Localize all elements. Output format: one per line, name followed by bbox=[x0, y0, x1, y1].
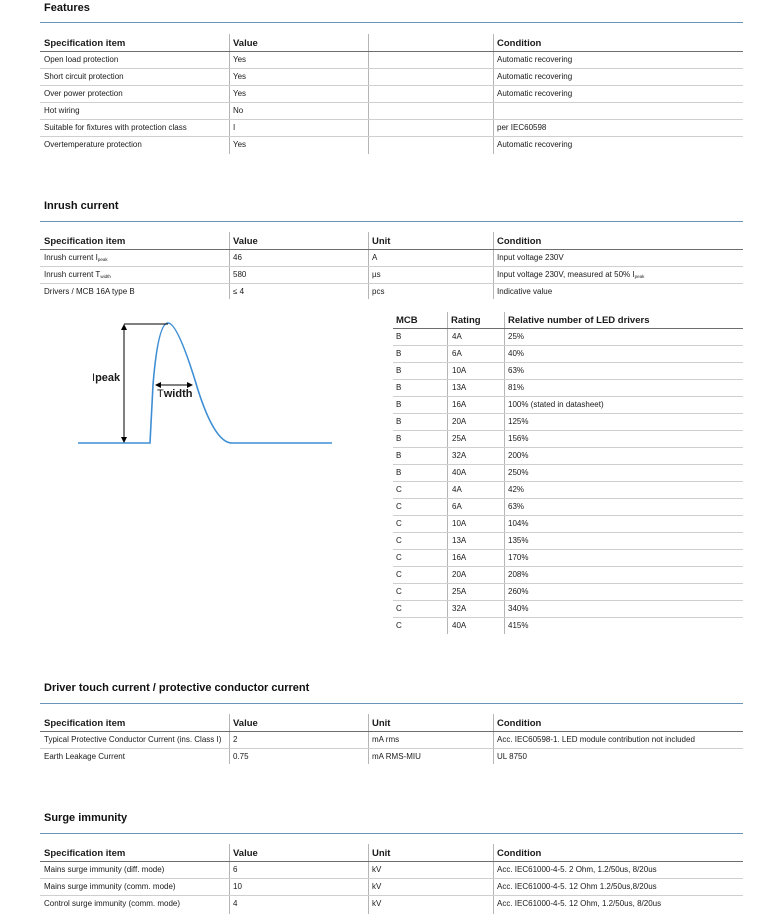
col-divider bbox=[493, 844, 494, 914]
col-divider bbox=[229, 714, 230, 764]
row-separator bbox=[393, 396, 743, 397]
mcb-row-relative: 156% bbox=[508, 434, 529, 443]
inrush-title: Inrush current bbox=[44, 200, 119, 212]
inrush-row-unit: pcs bbox=[372, 287, 385, 296]
inrush-section-rule bbox=[40, 221, 743, 222]
row-separator bbox=[393, 345, 743, 346]
row-separator bbox=[393, 430, 743, 431]
features-row-item: Hot wiring bbox=[44, 106, 80, 115]
touch-row-unit: mA RMS-MIU bbox=[372, 752, 421, 761]
mcb-row-type: C bbox=[396, 570, 402, 579]
surge-row-item: Mains surge immunity (diff. mode) bbox=[44, 865, 165, 874]
row-separator bbox=[393, 532, 743, 533]
mcb-row-relative: 25% bbox=[508, 332, 525, 341]
touch-header-unit: Unit bbox=[372, 718, 391, 729]
mcb-row-type: C bbox=[396, 536, 402, 545]
features-header-item: Specification item bbox=[44, 38, 126, 49]
mcb-row-type: B bbox=[396, 400, 402, 409]
mcb-row-rating: 40A bbox=[452, 468, 467, 477]
inrush-row-item: Inrush current $I_{peak}$ bbox=[44, 253, 108, 262]
features-row-condition: Automatic recovering bbox=[497, 72, 573, 81]
features-row-value: Yes bbox=[233, 89, 247, 98]
mcb-row-rating: 13A bbox=[452, 536, 467, 545]
mcb-row-type: C bbox=[396, 485, 402, 494]
inrush-row-item: Inrush current $T_{width}$ bbox=[44, 270, 111, 279]
mcb-row-rating: 32A bbox=[452, 451, 467, 460]
mcb-row-relative: 63% bbox=[508, 366, 525, 375]
features-row-item: Short circuit protection bbox=[44, 72, 124, 81]
features-row-value: No bbox=[233, 106, 244, 115]
row-separator bbox=[40, 85, 743, 86]
row-separator bbox=[393, 362, 743, 363]
features-header-rule bbox=[40, 51, 743, 52]
mcb-row-relative: 208% bbox=[508, 570, 529, 579]
row-separator bbox=[393, 583, 743, 584]
surge-row-value: 10 bbox=[233, 882, 242, 891]
features-section-rule bbox=[40, 22, 743, 23]
mcb-row-type: B bbox=[396, 366, 402, 375]
mcb-row-relative: 100% (stated in datasheet) bbox=[508, 400, 604, 409]
features-header-condition: Condition bbox=[497, 38, 542, 49]
mcb-row-rating: 10A bbox=[452, 366, 467, 375]
inrush-header-rule bbox=[40, 249, 743, 250]
features-row-condition: per IEC60598 bbox=[497, 123, 547, 132]
inrush-row-condition: Input voltage 230V bbox=[497, 253, 564, 262]
touch-row-unit: mA rms bbox=[372, 735, 400, 744]
mcb-row-type: B bbox=[396, 451, 402, 460]
touch-header-condition: Condition bbox=[497, 718, 542, 729]
col-divider bbox=[493, 714, 494, 764]
features-row-item: Suitable for fixtures with protection class bbox=[44, 123, 187, 132]
surge-header-value: Value bbox=[233, 848, 258, 859]
features-row-condition: Automatic recovering bbox=[497, 89, 573, 98]
surge-title: Surge immunity bbox=[44, 812, 128, 824]
mcb-row-rating: 32A bbox=[452, 604, 467, 613]
surge-section-rule bbox=[40, 833, 743, 834]
surge-row-unit: kV bbox=[372, 865, 382, 874]
mcb-row-rating: 16A bbox=[452, 553, 467, 562]
row-separator bbox=[393, 379, 743, 380]
touch-section-rule bbox=[40, 703, 743, 704]
mcb-row-rating: 16A bbox=[452, 400, 467, 409]
mcb-header-rule bbox=[393, 328, 743, 329]
mcb-row-relative: 42% bbox=[508, 485, 525, 494]
mcb-row-relative: 170% bbox=[508, 553, 529, 562]
features-row-value: Yes bbox=[233, 72, 247, 81]
surge-row-item: Mains surge immunity (comm. mode) bbox=[44, 882, 176, 891]
features-header-value: Value bbox=[233, 38, 258, 49]
row-separator bbox=[40, 266, 743, 267]
features-row-item: Over power protection bbox=[44, 89, 123, 98]
surge-header-item: Specification item bbox=[44, 848, 126, 859]
inrush-waveform-diagram bbox=[70, 315, 360, 455]
mcb-row-type: B bbox=[396, 468, 402, 477]
row-separator bbox=[393, 413, 743, 414]
surge-header-condition: Condition bbox=[497, 848, 542, 859]
features-row-value: Yes bbox=[233, 140, 247, 149]
row-separator bbox=[40, 136, 743, 137]
row-separator bbox=[393, 447, 743, 448]
surge-row-item: Control surge immunity (comm. mode) bbox=[44, 899, 181, 908]
twidth-label: Twidth bbox=[157, 388, 193, 400]
row-separator bbox=[40, 68, 743, 69]
mcb-row-relative: 135% bbox=[508, 536, 529, 545]
row-separator bbox=[40, 283, 743, 284]
row-separator bbox=[393, 600, 743, 601]
inrush-row-item: Drivers / MCB 16A type B bbox=[44, 287, 135, 296]
row-separator bbox=[393, 515, 743, 516]
surge-row-condition: Acc. IEC61000-4-5. 12 Ohm 1.2/50us,8/20us bbox=[497, 882, 657, 891]
touch-header-item: Specification item bbox=[44, 718, 126, 729]
inrush-header-unit: Unit bbox=[372, 236, 391, 247]
mcb-row-type: C bbox=[396, 502, 402, 511]
mcb-header-mcb: MCB bbox=[396, 315, 418, 326]
features-row-item: Overtemperature protection bbox=[44, 140, 142, 149]
row-separator bbox=[40, 102, 743, 103]
col-divider bbox=[229, 844, 230, 914]
surge-row-condition: Acc. IEC61000-4-5. 2 Ohm, 1.2/50us, 8/20us bbox=[497, 865, 657, 874]
mcb-header-relative: Relative number of LED drivers bbox=[508, 315, 650, 326]
inrush-header-condition: Condition bbox=[497, 236, 542, 247]
mcb-row-type: B bbox=[396, 332, 402, 341]
mcb-row-rating: 20A bbox=[452, 570, 467, 579]
features-title: Features bbox=[44, 2, 90, 14]
ipeak-arrow-down bbox=[121, 437, 127, 443]
inrush-row-condition: Input voltage 230V, measured at 50% $I_{peak}$ bbox=[497, 270, 645, 279]
mcb-row-relative: 104% bbox=[508, 519, 529, 528]
features-row-condition: Automatic recovering bbox=[497, 55, 573, 64]
touch-row-item: Earth Leakage Current bbox=[44, 752, 125, 761]
mcb-row-relative: 63% bbox=[508, 502, 525, 511]
mcb-row-rating: 4A bbox=[452, 332, 462, 341]
features-row-value: Yes bbox=[233, 55, 247, 64]
col-divider bbox=[504, 312, 505, 634]
mcb-row-relative: 260% bbox=[508, 587, 529, 596]
mcb-row-rating: 6A bbox=[452, 349, 462, 358]
surge-header-rule bbox=[40, 861, 743, 862]
mcb-row-rating: 10A bbox=[452, 519, 467, 528]
mcb-row-type: C bbox=[396, 587, 402, 596]
mcb-row-type: C bbox=[396, 604, 402, 613]
inrush-header-item: Specification item bbox=[44, 236, 126, 247]
inrush-row-value: 46 bbox=[233, 253, 242, 262]
row-separator bbox=[393, 464, 743, 465]
touch-row-item: Typical Protective Conductor Current (ins. Class I) bbox=[44, 735, 222, 744]
inrush-row-condition: Indicative value bbox=[497, 287, 553, 296]
row-separator bbox=[40, 895, 743, 896]
mcb-row-rating: 20A bbox=[452, 417, 467, 426]
mcb-row-type: B bbox=[396, 434, 402, 443]
row-separator bbox=[393, 617, 743, 618]
inrush-row-value: 580 bbox=[233, 270, 247, 279]
touch-row-condition: UL 8750 bbox=[497, 752, 527, 761]
row-separator bbox=[393, 549, 743, 550]
features-row-value: I bbox=[233, 123, 236, 132]
row-separator bbox=[40, 878, 743, 879]
row-separator bbox=[393, 566, 743, 567]
surge-row-value: 6 bbox=[233, 865, 238, 874]
surge-row-value: 4 bbox=[233, 899, 238, 908]
mcb-row-type: B bbox=[396, 417, 402, 426]
mcb-row-relative: 125% bbox=[508, 417, 529, 426]
features-row-item: Open load protection bbox=[44, 55, 119, 64]
mcb-row-rating: 13A bbox=[452, 383, 467, 392]
surge-row-condition: Acc. IEC61000-4-5. 12 Ohm, 1.2/50us, 8/20us bbox=[497, 899, 662, 908]
row-separator bbox=[393, 498, 743, 499]
touch-row-value: 0.75 bbox=[233, 752, 249, 761]
surge-row-unit: kV bbox=[372, 899, 382, 908]
inrush-row-unit: µs bbox=[372, 270, 381, 279]
mcb-row-relative: 250% bbox=[508, 468, 529, 477]
mcb-row-rating: 4A bbox=[452, 485, 462, 494]
mcb-row-relative: 40% bbox=[508, 349, 525, 358]
mcb-row-type: C bbox=[396, 621, 402, 630]
touch-row-value: 2 bbox=[233, 735, 238, 744]
inrush-row-unit: A bbox=[372, 253, 378, 262]
touch-row-condition: Acc. IEC60598-1. LED module contribution not included bbox=[497, 735, 695, 744]
touch-header-value: Value bbox=[233, 718, 258, 729]
features-row-condition: Automatic recovering bbox=[497, 140, 573, 149]
touch-header-rule bbox=[40, 731, 743, 732]
mcb-row-relative: 200% bbox=[508, 451, 529, 460]
mcb-header-rating: Rating bbox=[451, 315, 481, 326]
mcb-row-relative: 81% bbox=[508, 383, 525, 392]
inrush-row-value: ≤ 4 bbox=[233, 287, 245, 296]
mcb-row-rating: 6A bbox=[452, 502, 462, 511]
col-divider bbox=[447, 312, 448, 634]
ipeak-label: Ipeak bbox=[92, 372, 121, 384]
inrush-header-value: Value bbox=[233, 236, 258, 247]
mcb-row-relative: 340% bbox=[508, 604, 529, 613]
mcb-row-rating: 40A bbox=[452, 621, 467, 630]
surge-row-unit: kV bbox=[372, 882, 382, 891]
row-separator bbox=[40, 748, 743, 749]
surge-header-unit: Unit bbox=[372, 848, 391, 859]
mcb-row-type: B bbox=[396, 349, 402, 358]
mcb-row-rating: 25A bbox=[452, 587, 467, 596]
row-separator bbox=[40, 119, 743, 120]
mcb-row-relative: 415% bbox=[508, 621, 529, 630]
mcb-row-type: C bbox=[396, 553, 402, 562]
mcb-row-type: C bbox=[396, 519, 402, 528]
row-separator bbox=[393, 481, 743, 482]
col-divider bbox=[368, 714, 369, 764]
mcb-row-type: B bbox=[396, 383, 402, 392]
touch-title: Driver touch current / protective conductor current bbox=[44, 682, 310, 694]
mcb-row-rating: 25A bbox=[452, 434, 467, 443]
ipeak-arrow-up bbox=[121, 324, 127, 330]
col-divider bbox=[368, 844, 369, 914]
